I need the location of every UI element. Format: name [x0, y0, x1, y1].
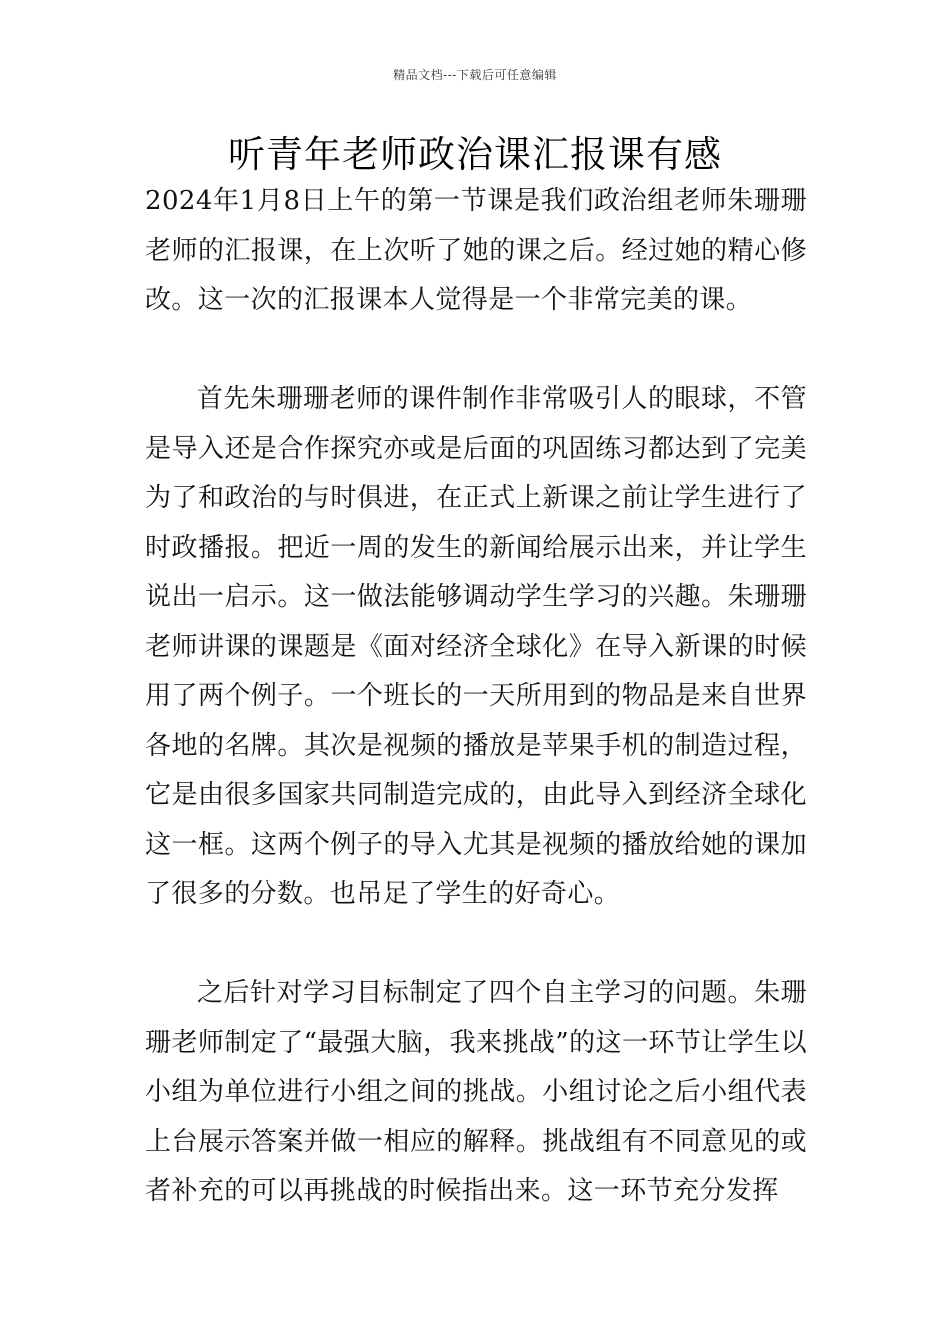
paragraph-1: 2024年1月8日上午的第一节课是我们政治组老师朱珊珊老师的汇报课，在上次听了她的课之后。经过她的精心修改。这一次的汇报课本人觉得是一个非常完美的课。	[145, 186, 807, 315]
header-note: 精品文档---下载后可任意编辑	[393, 68, 557, 82]
paragraph-2: 首先朱珊珊老师的课件制作非常吸引人的眼球，不管是导入还是合作探究亦或是后面的巩固练习都达到了完美为了和政治的与时俱进，在正式上新课之前让学生进行了时政播报。把近一周的发生的新闻给展示出来，并让学生说出一启示。这一做法能够调动学生学习的兴趣。朱珊珊老师讲课的课题是《面对经济全球化》在导入新课的时候用了两个例子。一个班长的一天所用到的物品是来自世界各地的名牌。其次是视频的播放是苹果手机的制造过程，它是由很多国家共同制造完成的，由此导入到经济全球化这一框。这两个例子的导入尤其是视频的播放给她的课加了很多的分数。也吊足了学生的好奇心。	[145, 384, 807, 909]
document-title: 听青年老师政治课汇报课有感	[228, 133, 722, 176]
paragraph-gap	[145, 326, 807, 376]
paragraph-3: 之后针对学习目标制定了四个自主学习的问题。朱珊珊老师制定了“最强大脑，我来挑战”的这一环节让学生以小组为单位进行小组之间的挑战。小组讨论之后小组代表上台展示答案并做一相应的解释。挑战组有不同意见的或者补充的可以再挑战的时候指出来。这一环节充分发挥	[145, 978, 807, 1206]
paragraph-gap	[145, 920, 807, 970]
document-body	[145, 177, 807, 1217]
